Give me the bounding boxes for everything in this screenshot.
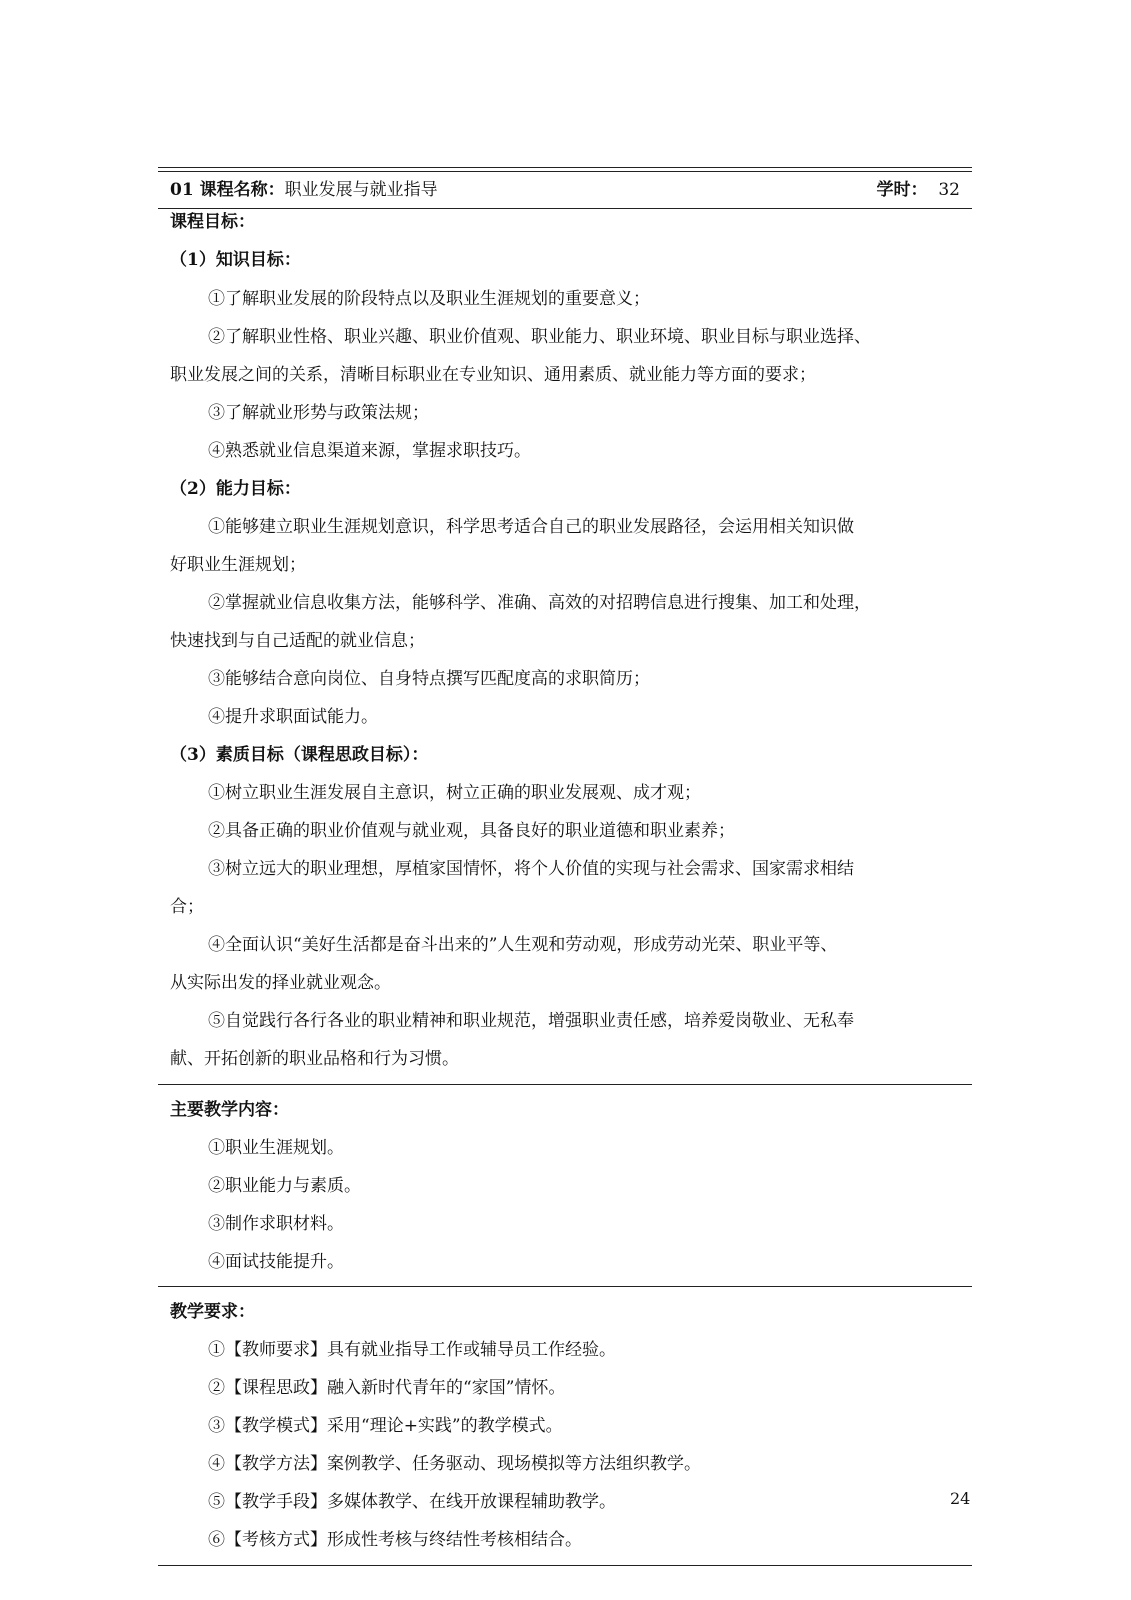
requirements-item-3: ③【教学模式】采用“理论+实践”的教学模式。 [208,1416,563,1436]
ability-objectives-title: （2）能力目标： [170,479,301,499]
content-item-1: ①职业生涯规划。 [208,1138,344,1158]
knowledge-objectives-title: （1）知识目标： [170,250,301,270]
course-header [170,175,960,205]
ability-item-2-line-1: ②掌握就业信息收集方法，能够科学、准确、高效的对招聘信息进行搜集、加工和处理， [208,593,871,613]
requirements-item-6: ⑥【考核方式】形成性考核与终结性考核相结合。 [208,1530,582,1550]
knowledge-item-2-line-2: 职业发展之间的关系，清晰目标职业在专业知识、通用素质、就业能力等方面的要求； [170,365,816,385]
knowledge-item-4: ④熟悉就业信息渠道来源，掌握求职技巧。 [208,441,531,461]
knowledge-item-1: ①了解职业发展的阶段特点以及职业生涯规划的重要意义； [208,289,650,309]
course-hours [877,175,960,205]
requirements-item-1: ①【教师要求】具有就业指导工作或辅导员工作经验。 [208,1340,616,1360]
requirements-item-2: ②【课程思政】融入新时代青年的“家国”情怀。 [208,1378,566,1398]
quality-item-3-line-1: ③树立远大的职业理想，厚植家国情怀，将个人价值的实现与社会需求、国家需求相结 [208,859,854,879]
quality-objectives-title: （3）素质目标（课程思政目标）： [170,745,429,765]
course-name: 职业发展与就业指导 [284,180,438,200]
header-bottom-rule [158,208,972,209]
course-title [170,175,438,205]
quality-item-1: ①树立职业生涯发展自主意识，树立正确的职业发展观、成才观； [208,783,701,803]
ability-item-1-line-1: ①能够建立职业生涯规划意识，科学思考适合自己的职业发展路径，会运用相关知识做 [208,517,854,537]
quality-item-2: ②具备正确的职业价值观与就业观，具备良好的职业道德和职业素养； [208,821,735,841]
objectives-bottom-rule [158,1084,972,1085]
top-rule-upper [158,167,972,168]
hours-value: 32 [938,180,960,200]
ability-item-4: ④提升求职面试能力。 [208,707,378,727]
quality-item-5-line-2: 献、开拓创新的职业品格和行为习惯。 [170,1049,459,1069]
ability-item-2-line-2: 快速找到与自己适配的就业信息； [170,631,425,651]
requirements-title: 教学要求： [170,1302,255,1322]
knowledge-item-3: ③了解就业形势与政策法规； [208,403,429,423]
requirements-bottom-rule [158,1565,972,1566]
content-item-3: ③制作求职材料。 [208,1214,344,1234]
quality-item-3-line-2: 合； [170,897,204,917]
ability-item-3: ③能够结合意向岗位、自身特点撰写匹配度高的求职简历； [208,669,650,689]
page-number: 24 [950,1489,971,1508]
knowledge-item-2-line-1: ②了解职业性格、职业兴趣、职业价值观、职业能力、职业环境、职业目标与职业选择、 [208,327,871,347]
course-label: 01 课程名称： [170,180,285,200]
content-item-4: ④面试技能提升。 [208,1252,344,1272]
quality-item-5-line-1: ⑤自觉践行各行各业的职业精神和职业规范，增强职业责任感，培养爱岗敬业、无私奉 [208,1011,854,1031]
ability-item-1-line-2: 好职业生涯规划； [170,555,306,575]
requirements-item-5: ⑤【教学手段】多媒体教学、在线开放课程辅助教学。 [208,1492,616,1512]
content-title: 主要教学内容： [170,1100,289,1120]
top-rule-lower [158,171,972,172]
quality-item-4-line-1: ④全面认识“美好生活都是奋斗出来的”人生观和劳动观，形成劳动光荣、职业平等、 [208,935,838,955]
objectives-title: 课程目标： [170,212,255,232]
content-item-2: ②职业能力与素质。 [208,1176,361,1196]
hours-label: 学时： [876,180,928,200]
quality-item-4-line-2: 从实际出发的择业就业观念。 [170,973,391,993]
content-bottom-rule [158,1286,972,1287]
requirements-item-4: ④【教学方法】案例教学、任务驱动、现场模拟等方法组织教学。 [208,1454,701,1474]
